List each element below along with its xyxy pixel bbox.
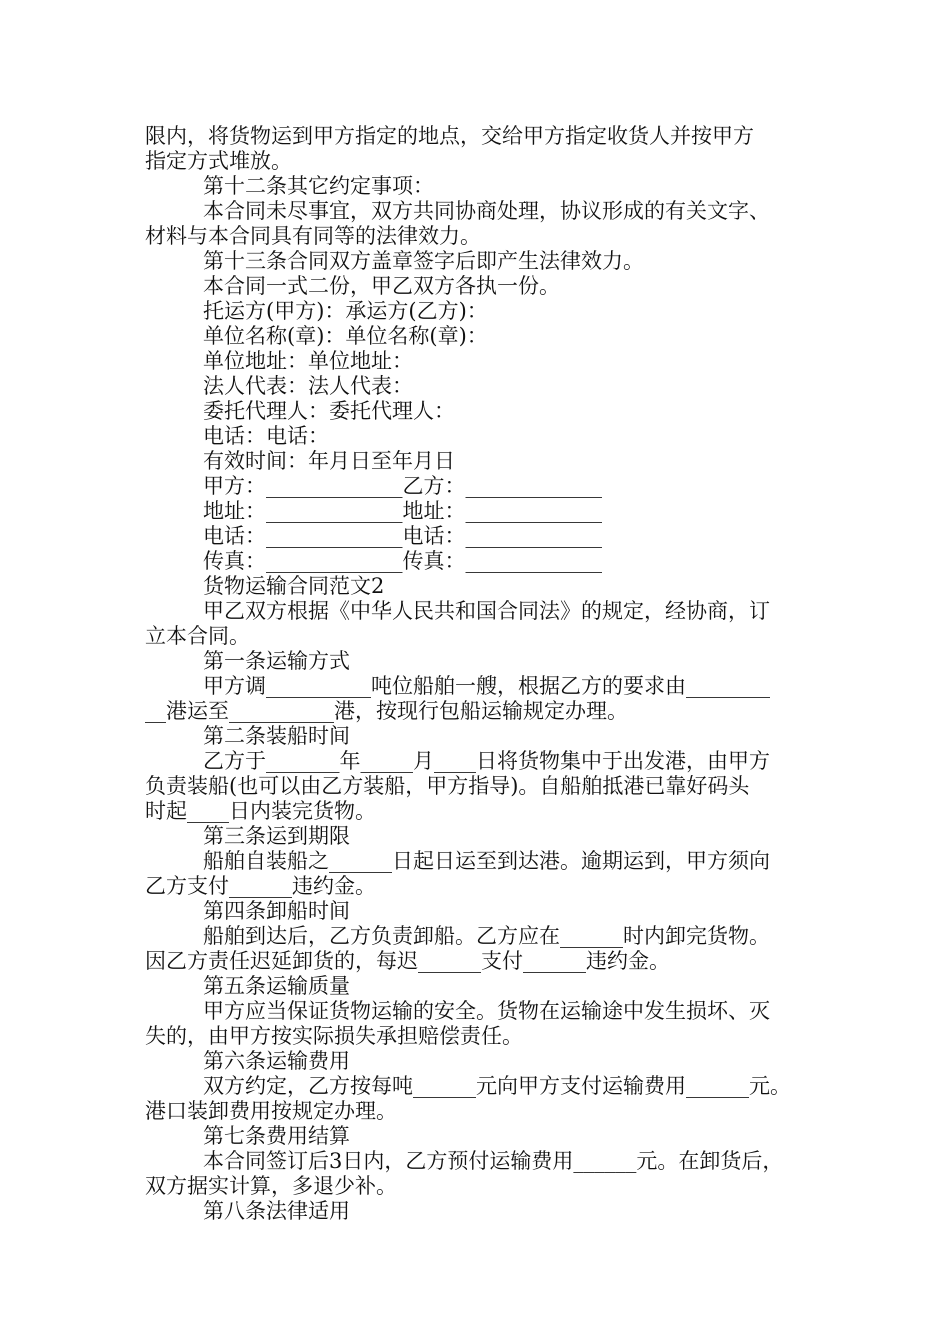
text-line: 单位名称(章)：单位名称(章)： xyxy=(203,324,488,348)
text-line: 立本合同。 xyxy=(145,624,250,648)
text-line: 指定方式堆放。 xyxy=(145,149,292,173)
text-line: 甲乙双方根据《中华人民共和国合同法》的规定，经协商，订 xyxy=(203,599,770,623)
text-line: 托运方(甲方)：承运方(乙方)： xyxy=(203,299,488,323)
text-line: 因乙方责任迟延卸货的，每迟______支付______违约金。 xyxy=(145,949,670,973)
text-line: 双方约定，乙方按每吨______元向甲方支付运输费用______元。 xyxy=(203,1074,791,1098)
text-line: 失的，由甲方按实际损失承担赔偿责任。 xyxy=(145,1024,523,1048)
text-line: 第一条运输方式 xyxy=(203,649,350,673)
text-line: 双方据实计算，多退少补。 xyxy=(145,1174,397,1198)
text-line: 电话：_____________电话：_____________ xyxy=(203,524,602,548)
text-line: 限内，将货物运到甲方指定的地点，交给甲方指定收货人并按甲方 xyxy=(145,124,754,148)
text-line: 乙方于_______年_____月____日将货物集中于出发港，由甲方 xyxy=(203,749,770,773)
text-line: 第十二条其它约定事项： xyxy=(203,174,434,198)
text-line: __港运至__________港，按现行包船运输规定办理。 xyxy=(145,699,628,723)
text-line: 船舶自装船之______日起日运至到达港。逾期运到，甲方须向 xyxy=(203,849,770,873)
text-line: 第五条运输质量 xyxy=(203,974,350,998)
text-line: 第四条卸船时间 xyxy=(203,899,350,923)
text-line: 第十三条合同双方盖章签字后即产生法律效力。 xyxy=(203,249,644,273)
text-line: 第八条法律适用 xyxy=(203,1199,350,1223)
text-line: 乙方支付______违约金。 xyxy=(145,874,376,898)
text-line: 甲方：_____________乙方：_____________ xyxy=(203,474,602,498)
text-line: 电话：电话： xyxy=(203,424,329,448)
text-line: 货物运输合同范文2 xyxy=(203,574,385,598)
text-line: 委托代理人：委托代理人： xyxy=(203,399,455,423)
text-line: 第二条装船时间 xyxy=(203,724,350,748)
text-line: 有效时间：年月日至年月日 xyxy=(203,449,455,473)
text-line: 甲方调__________吨位船舶一艘，根据乙方的要求由________ xyxy=(203,674,770,698)
text-line: 本合同未尽事宜，双方共同协商处理，协议形成的有关文字、 xyxy=(203,199,770,223)
text-line: 第三条运到期限 xyxy=(203,824,350,848)
text-line: 甲方应当保证货物运输的安全。货物在运输途中发生损坏、灭 xyxy=(203,999,770,1023)
text-line: 港口装卸费用按规定办理。 xyxy=(145,1099,397,1123)
text-line: 本合同一式二份，甲乙双方各执一份。 xyxy=(203,274,560,298)
text-line: 本合同签订后3日内，乙方预付运输费用______元。在卸货后， xyxy=(203,1149,784,1173)
document-body xyxy=(145,124,815,1224)
text-line: 时起____日内装完货物。 xyxy=(145,799,376,823)
text-line: 负责装船(也可以由乙方装船，甲方指导)。自船舶抵港已靠好码头 xyxy=(145,774,750,798)
text-line: 船舶到达后，乙方负责卸船。乙方应在______时内卸完货物。 xyxy=(203,924,770,948)
text-line: 第六条运输费用 xyxy=(203,1049,350,1073)
text-line: 法人代表：法人代表： xyxy=(203,374,413,398)
text-line: 地址：_____________地址：_____________ xyxy=(203,499,602,523)
text-line: 材料与本合同具有同等的法律效力。 xyxy=(145,224,481,248)
text-line: 单位地址：单位地址： xyxy=(203,349,413,373)
text-line: 传真：_____________传真：_____________ xyxy=(203,549,602,573)
text-line: 第七条费用结算 xyxy=(203,1124,350,1148)
